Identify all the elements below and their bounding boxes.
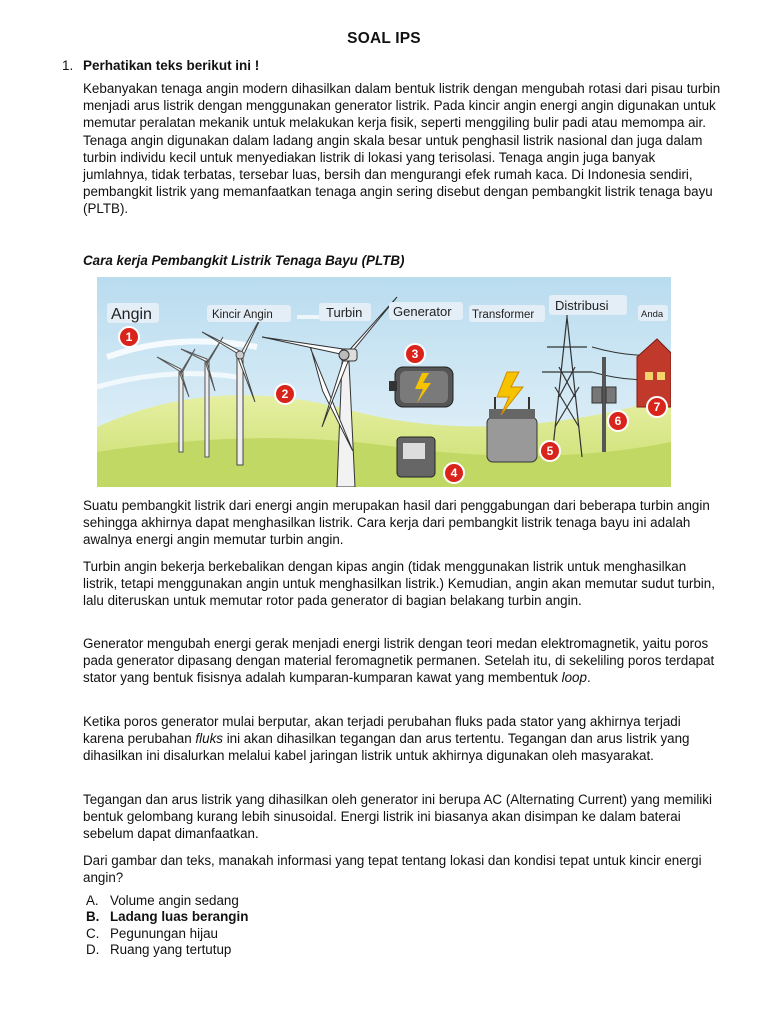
- option-letter: D.: [86, 941, 100, 957]
- marker-6: 6: [614, 414, 622, 428]
- option-b[interactable]: [86, 909, 248, 925]
- option-text: Volume angin sedang: [110, 893, 239, 908]
- question-heading: Perhatikan teks berikut ini !: [83, 58, 260, 73]
- answer-options: [86, 893, 248, 958]
- page-title: SOAL IPS: [347, 30, 421, 47]
- term-loop: loop: [561, 670, 587, 686]
- marker-1: 1: [125, 330, 133, 344]
- pltb-diagram: [97, 277, 671, 487]
- label-kincir: Kincir Angin: [212, 309, 273, 321]
- option-a[interactable]: [86, 893, 248, 909]
- intro-paragraph: Kebanyakan tenaga angin modern dihasilkan dalam bentuk listrik dengan mengubah rotasi dari pisau turbin menjadi arus listrik dengan menggunakan generator listrik. Pada kincir angin energi angin digunakan untuk memutar peralatan mekanik untuk melakukan kerja fisik, seperti menggiling bulir padi atau memompa air. Tenaga angin digunakan dalam ladang angin skala besar untuk penghasil listrik nasional dan juga dalam turbin individu kecil untuk menyediakan listrik di lokasi yang terisolasi. Tenaga angin juga banyak jumlahnya, tidak terbatas, tersebar luas, bersih dan mengurangi efek rumah kaca. Di Indonesia sendiri, pembangkit listrik yang memanfaatkan tenaga angin sering disebut dengan pembangkit listrik tenaga bayu (PLTB).: [83, 81, 721, 217]
- paragraph-4: [83, 713, 723, 765]
- option-c[interactable]: [86, 926, 248, 942]
- label-turbin: Turbin: [326, 305, 363, 320]
- paragraph-3: [83, 635, 723, 687]
- question-prompt: Dari gambar dan teks, manakah informasi yang tepat tentang lokasi dan kondisi tepat untuk kincir energi angin?: [83, 853, 702, 886]
- option-text: Ladang luas berangin: [110, 909, 249, 925]
- paragraph-2: Turbin angin bekerja berkebalikan dengan kipas angin (tidak menggunakan listrik untuk menghasilkan listrik, tetapi menggunakan angin untuk menghasilkan listrik.) Kemudian, angin akan memutar sudut turbin, lalu diteruskan untuk memutar rotor pada generator di bagian belakang turbin angin.: [83, 559, 715, 609]
- label-anda: Anda: [641, 309, 664, 320]
- term-fluks: fluks: [195, 731, 223, 747]
- paragraph-1: Suatu pembangkit listrik dari energi angin merupakan hasil dari penggabungan dari beberapa turbin angin sehingga akhirnya dapat menghasilkan listrik. Cara kerja dari pembangkit listrik tenaga bayu ini adalah awalnya energi angin memutar turbin angin.: [83, 498, 710, 548]
- paragraph-5: Tegangan dan arus listrik yang dihasilkan oleh generator ini berupa AC (Alternating Current) yang memiliki bentuk gelombang kurang lebih sinusoidal. Energi listrik ini biasanya akan disimpan ke dalam baterai sebelum dapat dimanfaatkan.: [83, 792, 712, 842]
- option-letter: C.: [86, 925, 100, 941]
- pltb-illustration: [97, 277, 671, 487]
- option-letter: B.: [86, 909, 100, 925]
- label-generator: Generator: [393, 304, 452, 319]
- generator-graphic: [389, 367, 453, 407]
- question-number: 1.: [62, 58, 74, 73]
- marker-4: 4: [450, 466, 458, 480]
- paragraph-3-text: Generator mengubah energi gerak menjadi energi listrik dengan teori medan elektromagnetik, yaitu poros pada generator dipasang dengan material feromagnetik permanen. Setelah itu, di sekeliling poros terdapat stator yang bentuk fisisnya adalah kumparan-kumparan kawat yang membentuk: [83, 636, 715, 686]
- option-letter: A.: [86, 893, 99, 908]
- option-text: Pegunungan hijau: [110, 925, 218, 941]
- figure-caption: Cara kerja Pembangkit Listrik Tenaga Bayu (PLTB): [83, 253, 405, 268]
- paragraph-3-end: .: [586, 670, 591, 686]
- marker-3: 3: [411, 347, 419, 361]
- label-distribusi: Distribusi: [555, 298, 609, 313]
- option-text: Ruang yang tertutup: [110, 941, 232, 957]
- marker-7: 7: [653, 400, 661, 414]
- option-d[interactable]: [86, 942, 248, 958]
- label-angin: Angin: [111, 306, 152, 323]
- marker-5: 5: [546, 444, 554, 458]
- label-transformer: Transformer: [472, 309, 535, 321]
- paragraph-4-end: ini akan dihasilkan tegangan dan arus tertentu. Tegangan dan arus listrik yang dihasilkan ini disalurkan melalui kabel jaringan listrik untuk akhirnya digunakan oleh masyarakat.: [83, 731, 690, 764]
- control-box-graphic: [397, 437, 435, 477]
- marker-2: 2: [281, 387, 289, 401]
- paragraph-4-text: Ketika poros generator mulai berputar, akan terjadi perubahan fluks pada stator yang akhirnya terjadi karena perubahan: [83, 714, 681, 747]
